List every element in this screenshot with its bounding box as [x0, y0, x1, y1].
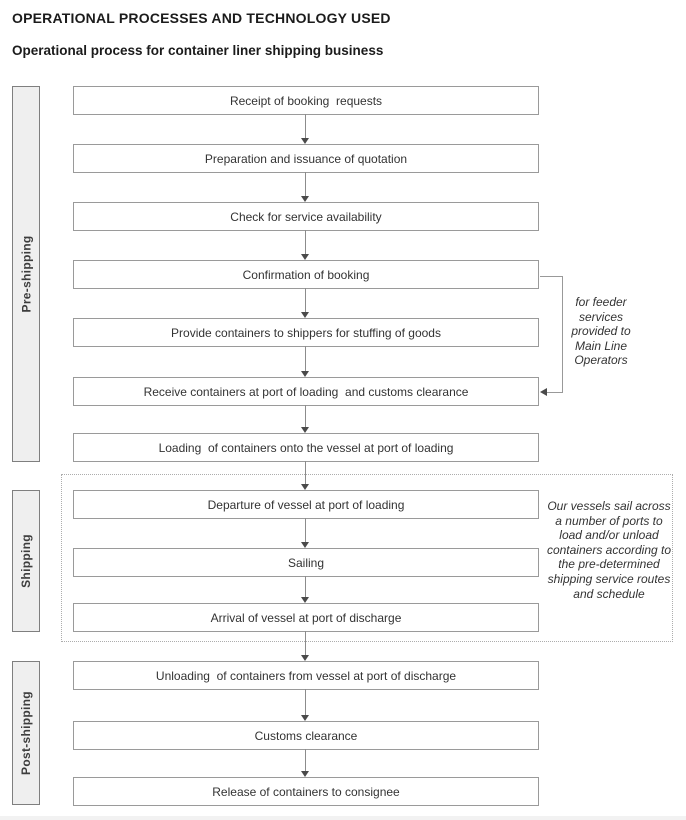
step-box-receipt-of-booking — [73, 86, 539, 115]
step-box-loading-containers — [73, 433, 539, 462]
phase-label-post-shipping: Post-shipping — [19, 691, 33, 775]
step-box-provide-containers — [73, 318, 539, 347]
vessels-sailing-note: Our vessels sail across a number of ports to load and/or unload containers according to the pre-determined shipping service routes and schedule — [546, 499, 672, 601]
phase-band-shipping — [12, 490, 40, 632]
step-label: Release of containers to consignee — [212, 784, 400, 799]
step-box-quotation — [73, 144, 539, 173]
phase-label-pre-shipping: Pre-shipping — [19, 235, 33, 313]
step-box-customs-clearance — [73, 721, 539, 750]
step-label: Customs clearance — [254, 728, 358, 743]
step-label: Unloading of containers from vessel at port of discharge — [155, 668, 457, 683]
step-box-receive-containers — [73, 377, 539, 406]
down-arrow-icon — [301, 749, 310, 777]
step-label: Arrival of vessel at port of discharge — [210, 610, 402, 625]
step-label: Loading of containers onto the vessel at port of loading — [158, 440, 454, 455]
down-arrow-icon — [301, 172, 310, 202]
step-label: Preparation and issuance of quotation — [204, 151, 408, 166]
down-arrow-icon — [301, 230, 310, 260]
step-label: Departure of vessel at port of loading — [207, 497, 405, 512]
step-label: Provide containers to shippers for stuffing of goods — [171, 325, 441, 340]
down-arrow-icon — [301, 689, 310, 721]
down-arrow-icon — [301, 461, 310, 490]
down-arrow-icon — [301, 288, 310, 318]
left-arrow-icon — [540, 388, 547, 396]
down-arrow-icon — [301, 631, 310, 661]
step-box-confirmation-of-booking — [73, 260, 539, 289]
down-arrow-icon — [301, 518, 310, 548]
phase-band-pre-shipping — [12, 86, 40, 462]
page-bottom-edge — [0, 816, 686, 820]
step-box-release-to-consignee — [73, 777, 539, 806]
down-arrow-icon — [301, 114, 310, 144]
step-label: Sailing — [287, 555, 325, 570]
step-box-arrival — [73, 603, 539, 632]
page-title: OPERATIONAL PROCESSES AND TECHNOLOGY USED — [12, 10, 391, 26]
step-label: Receive containers at port of loading and customs clearance — [143, 384, 469, 399]
step-box-departure — [73, 490, 539, 519]
down-arrow-icon — [301, 346, 310, 377]
feeder-connector-top-segment — [540, 276, 563, 277]
phase-label-shipping: Shipping — [19, 534, 34, 588]
feeder-connector-bottom-segment — [547, 392, 563, 393]
diagram-subtitle: Operational process for container liner shipping business — [12, 43, 384, 58]
step-label: Check for service availability — [230, 209, 382, 224]
down-arrow-icon — [301, 405, 310, 433]
step-box-sailing — [73, 548, 539, 577]
step-label: Receipt of booking requests — [229, 93, 383, 108]
feeder-services-note: for feeder services provided to Main Line Operators — [571, 295, 631, 368]
step-label: Confirmation of booking — [242, 267, 370, 282]
phase-band-post-shipping — [12, 661, 40, 805]
step-box-service-availability — [73, 202, 539, 231]
step-box-unloading — [73, 661, 539, 690]
down-arrow-icon — [301, 576, 310, 603]
